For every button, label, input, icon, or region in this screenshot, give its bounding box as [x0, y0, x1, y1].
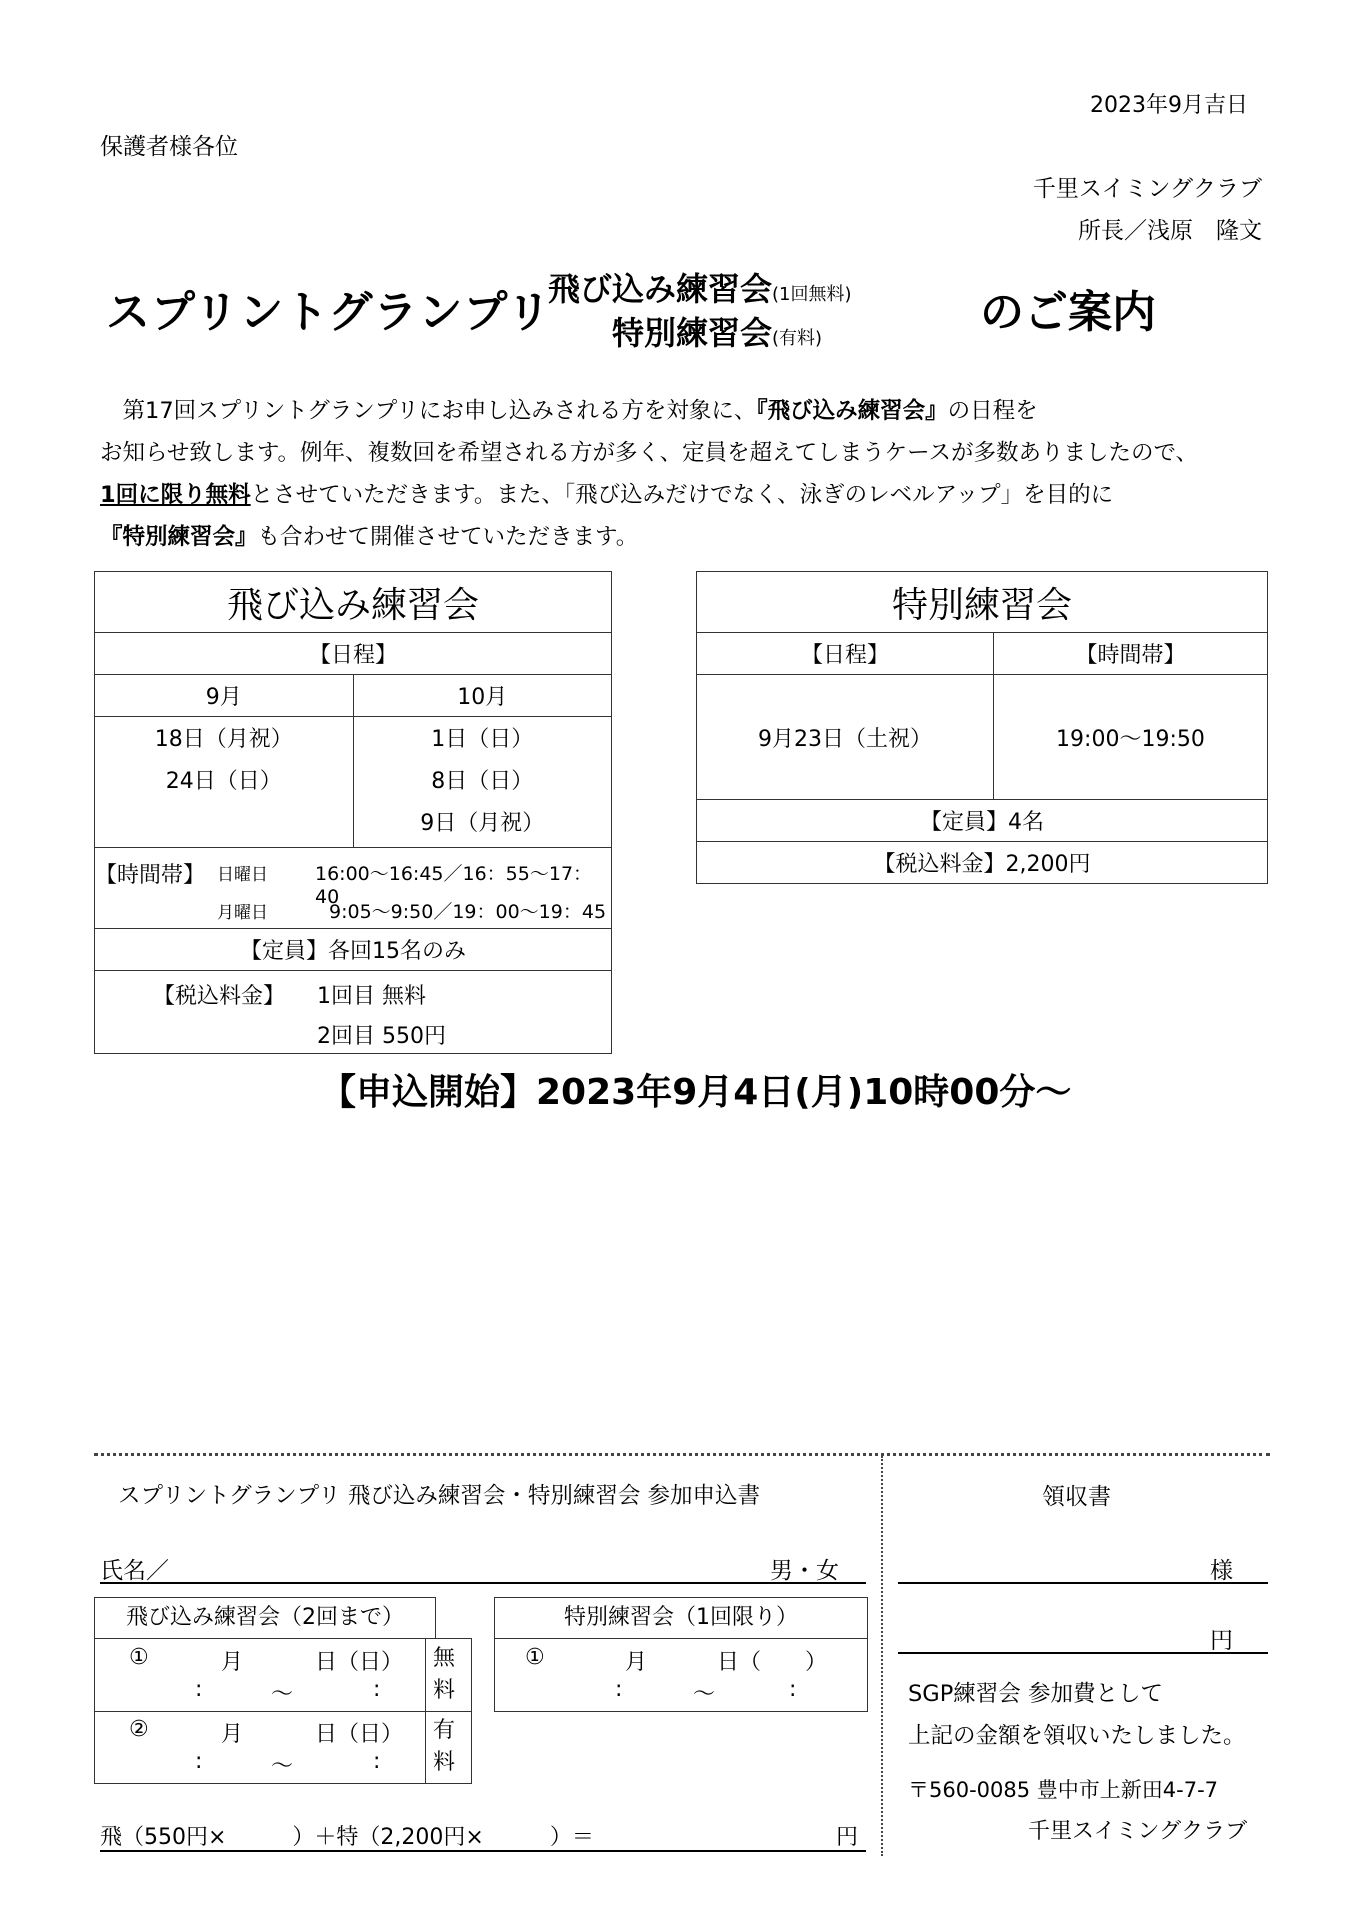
- special-slot-number: ①: [525, 1645, 545, 1670]
- receipt-line2: 上記の金額を領収いたしました。: [908, 1723, 1246, 1749]
- special-date: 9月23日（土祝）: [697, 675, 994, 800]
- free-label: 無料: [433, 1646, 456, 1703]
- paid-label: 有料: [433, 1718, 456, 1775]
- slot1-number: ①: [129, 1645, 149, 1670]
- special-slot-day: 日（ ）: [717, 1650, 828, 1675]
- special-form-box-label: 特別練習会（1回限り）: [494, 1597, 868, 1639]
- special-fee: 【税込料金】2,200円: [697, 842, 1268, 884]
- dive-col-sep: 9月: [95, 675, 354, 717]
- receipt-name-field[interactable]: [898, 1582, 1268, 1584]
- dive-time-slots: 【時間帯】 日曜日 16:00〜16:45／16：55〜17：40 月曜日 9:05〜9:50／19：00〜19：45: [95, 848, 612, 929]
- receipt-line1: SGP練習会 参加費として: [908, 1681, 1163, 1707]
- dive-form-box-label: 飛び込み練習会（2回まで）: [94, 1597, 436, 1639]
- special-capacity: 【定員】4名: [697, 800, 1268, 842]
- director-name: 所長／浅原 隆文: [1078, 218, 1262, 244]
- dive-practice-table: [94, 571, 612, 1054]
- special-form-grid[interactable]: ① 月 日（ ） : 〜 :: [494, 1638, 868, 1712]
- title-line-special: 特別練習会(有料): [612, 314, 823, 352]
- recipient: 保護者様各位: [100, 134, 238, 160]
- special-slot-month: 月: [625, 1650, 648, 1675]
- name-field[interactable]: [100, 1582, 866, 1584]
- special-practice-table: [696, 571, 1268, 884]
- name-label: 氏名／: [100, 1558, 169, 1584]
- cut-line-vertical: [881, 1456, 883, 1856]
- title-line-dive: 飛び込み練習会(1回無料): [548, 270, 852, 308]
- special-time-label: 【時間帯】: [993, 633, 1267, 675]
- receipt-amount-field[interactable]: [898, 1652, 1268, 1654]
- club-address: 〒560-0085 豊中市上新田4-7-7: [908, 1778, 1219, 1802]
- title-suffix: のご案内: [980, 287, 1156, 338]
- slot1-month: 月: [221, 1650, 244, 1675]
- special-table-title: 特別練習会: [697, 572, 1268, 633]
- dive-col-oct: 10月: [353, 675, 612, 717]
- dive-fee: 【税込料金】 1回目 無料 2回目 550円: [95, 971, 612, 1054]
- gender-select[interactable]: 男・女: [770, 1558, 839, 1584]
- receipt-club-name: 千里スイミングクラブ: [1028, 1819, 1248, 1844]
- receipt-sama: 様: [1210, 1558, 1233, 1584]
- intro-paragraph: 第17回スプリントグランプリにお申し込みされる方を対象に、『飛び込み練習会』の日程を お知らせ致します。例年、複数回を希望される方が多く、定員を超えてしまうケースが多数ありましたので、 1回に限り無料とさせていただきます。また、「飛び込みだけでなく、泳ぎのレベルアップ」を目的に 『特別練習会』も合わせて開催させていただきます。: [100, 398, 1199, 550]
- slot2-day: 日（日）: [315, 1722, 404, 1747]
- slot2-month: 月: [221, 1722, 244, 1747]
- special-time: 19:00〜19:50: [993, 675, 1267, 800]
- receipt-title: 領収書: [1042, 1484, 1111, 1510]
- dive-sep-dates: 18日（月祝） 24日（日）: [95, 717, 354, 848]
- application-start: 【申込開始】2023年9月4日(月)10時00分〜: [320, 1072, 1072, 1113]
- page-title: スプリントグランプリ: [106, 287, 552, 338]
- club-name: 千里スイミングクラブ: [1032, 176, 1262, 202]
- total-yen: 円: [836, 1825, 859, 1850]
- cut-line: [94, 1453, 1270, 1456]
- dive-form-grid[interactable]: ① 月 日（日） : 〜 : 無料 ② 月 日（日） : 〜 : 有料: [94, 1638, 472, 1784]
- slot1-day: 日（日）: [315, 1650, 404, 1675]
- issue-date: 2023年9月吉日: [1090, 93, 1248, 118]
- dive-table-title: 飛び込み練習会: [95, 572, 612, 633]
- special-schedule-label: 【日程】: [697, 633, 994, 675]
- dive-capacity: 【定員】各回15名のみ: [95, 929, 612, 971]
- total-field[interactable]: [100, 1850, 866, 1852]
- dive-schedule-label: 【日程】: [95, 633, 612, 675]
- form-title: スプリントグランプリ 飛び込み練習会・特別練習会 参加申込書: [118, 1483, 761, 1509]
- total-formula: 飛（550円× ）＋特（2,200円× ）＝: [100, 1825, 594, 1850]
- receipt-yen: 円: [1210, 1628, 1233, 1654]
- dive-oct-dates: 1日（日） 8日（日） 9日（月祝）: [353, 717, 612, 848]
- slot2-number: ②: [129, 1717, 149, 1742]
